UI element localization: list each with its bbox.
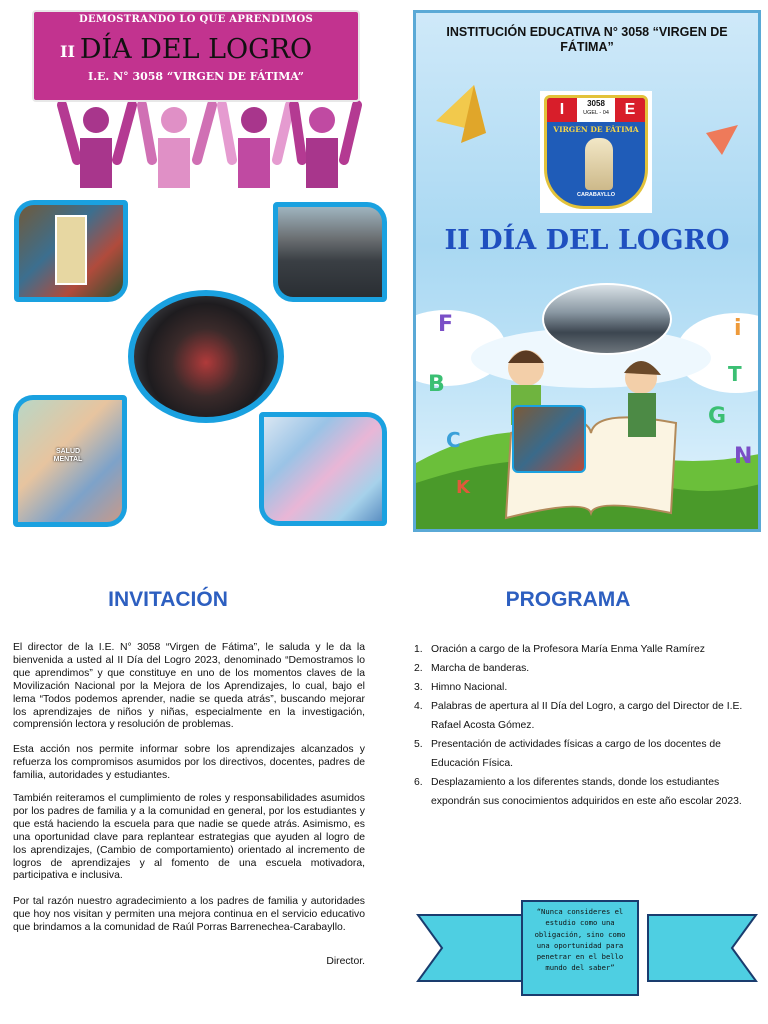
quote-line: penetrar en el bello <box>536 952 624 962</box>
svg-text:T: T <box>728 362 742 386</box>
logo-letter-e: E <box>615 98 645 122</box>
svg-text:F: F <box>438 312 454 337</box>
programa-item: 1. Oración a cargo de la Profesora María Enma Yalle Ramírez <box>414 644 705 655</box>
logo-ugel: UGEL - 04 <box>583 110 609 116</box>
programa-item: 6. Desplazamiento a los diferentes stands, donde los estudiantes expondrán sus conocimientos adquiridos en este año escolar 2023. <box>414 777 742 807</box>
institution-name: INSTITUCIÓN EDUCATIVA N° 3058 “VIRGEN DE FÁTIMA” <box>446 25 728 54</box>
banner-subtitle: I.E. N° 3058 “VIRGEN DE FÁTIMA” <box>88 70 304 83</box>
quote-line: mundo del saber” <box>545 963 615 973</box>
banner-title: DÍA DEL LOGRO <box>79 34 313 65</box>
quote-line: obligación, sino como <box>534 929 626 939</box>
svg-text:i: i <box>734 316 742 341</box>
photo-school-building <box>542 283 672 355</box>
quote-line: estudio como una <box>545 918 615 928</box>
photo-collage-on-book <box>512 405 586 473</box>
programa-item: 5. Presentación de actividades físicas a cargo de los docentes de Educación Física. <box>414 739 721 769</box>
programa-item: 4. Palabras de apertura al II Día del Logro, a cargo del Director de I.E. Rafael Acosta Gómez. <box>414 701 743 731</box>
invitacion-paragraph-1: El director de la I.E. N° 3058 “Virgen de Fátima”, le saluda y le da la bienvenida a usted al II Día del Logro 2023, denominado “Demostramos lo que aprendimos” y que constituye en uno de los momentos claves de la Movilización Nacional por la Mejora de los Aprendizajes, lo cual, bajo el lema “Todos podemos aprender, nadie se queda atrás”, buscando mejorar los aprendizajes de niños y niñas, especialmente en la investigación, comprensión lectora y resolución de problemas. <box>13 642 365 731</box>
svg-text:K: K <box>456 477 470 498</box>
banner-roman: II <box>60 42 75 61</box>
programa-item: 2. Marcha de banderas. <box>414 663 530 674</box>
programa-item: 3. Himno Nacional. <box>414 682 508 693</box>
invitacion-paragraph-4: Por tal razón nuestro agradecimiento a los padres de familia y autoridades que hoy nos visitan y permiten una mejora continua en el servicio educativo que brindamos a la comunidad de Raúl Porras Barrenechea-Carabayllo. <box>13 896 365 933</box>
logo-name: VIRGEN DE FÁTIMA <box>553 125 639 134</box>
programa-list <box>414 640 746 811</box>
invitacion-signature: Director. <box>326 956 365 967</box>
photo-students-group-circle <box>128 290 284 423</box>
salud-mental-label: SALUD MENTAL <box>53 448 83 463</box>
photo-school-courtyard <box>273 202 387 302</box>
cover-panel <box>413 10 761 532</box>
logo-place: CARABAYLLO <box>577 192 615 198</box>
logo-letter-i: I <box>547 98 577 122</box>
svg-text:N: N <box>734 444 753 469</box>
svg-text:G: G <box>708 404 727 429</box>
banner <box>32 10 360 102</box>
quote-box <box>521 900 639 996</box>
invitacion-paragraph-2: Esta acción nos permite informar sobre los aprendizajes alcanzados y refuerza los compromisos asumidos por los directivos, docentes, padres de familia, autoridades y estudiantes. <box>13 744 365 781</box>
quote-line: “Nunca consideres el <box>536 907 624 916</box>
invitacion-paragraph-3: También reiteramos el cumplimiento de roles y responsabilidades asumidos por los padres de familia y a la comunidad en general, por los estudiantes y que está haciendo la escuela para que nadie se quede atrás. Asimismo, es una oportunidad clave para replantear estrategias que ayuden al logro de los aprendizajes, (Cambio de comportamiento) orientado al incremento de logros de aprendizajes y al fomento de una escuela motivadora, participativa e inclusiva. <box>13 793 365 882</box>
cover-title: II DÍA DEL LOGRO <box>444 225 730 256</box>
virgin-figure-icon <box>585 138 613 190</box>
photo-posters-display <box>259 412 387 526</box>
photo-students-classroom <box>14 200 128 302</box>
svg-text:B: B <box>428 372 445 397</box>
svg-text:C: C <box>446 428 461 452</box>
programa-heading: PROGRAMA <box>505 588 631 611</box>
school-crest-logo <box>540 91 652 213</box>
quote-line: una oportunidad para <box>536 940 624 950</box>
photo-salud-mental <box>13 395 127 527</box>
banner-top-text: DEMOSTRANDO LO QUE APRENDIMOS <box>79 14 313 25</box>
invitacion-heading: INVITACIÓN <box>108 588 228 611</box>
logo-number: 3058 <box>587 99 605 108</box>
